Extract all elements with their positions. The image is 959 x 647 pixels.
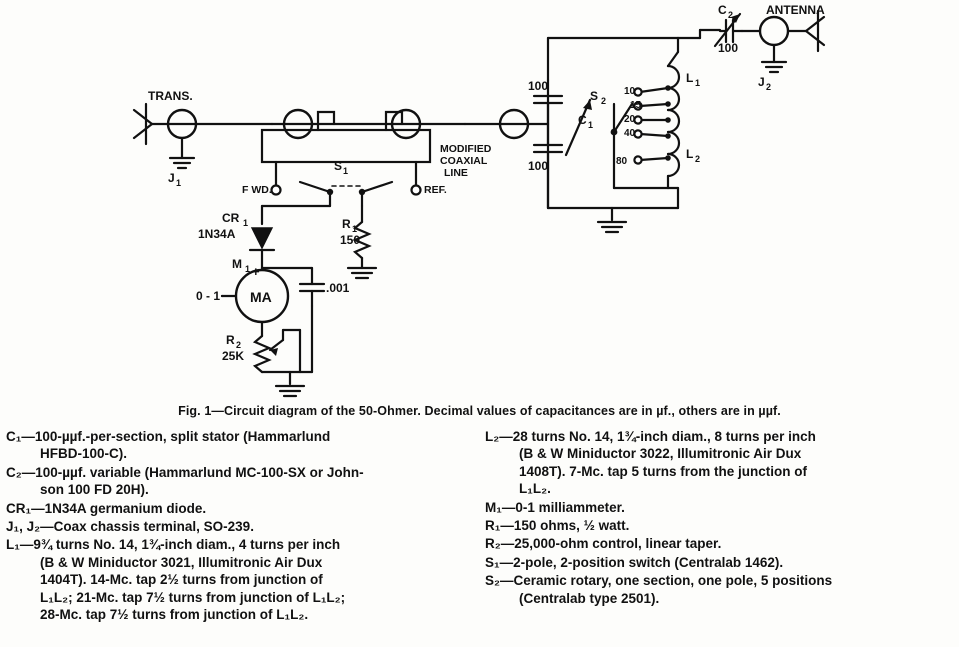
label-ref: REF. <box>424 184 447 196</box>
label-r2: R <box>226 333 235 347</box>
figure-caption <box>0 404 959 418</box>
legend-line: (B & W Miniductor 3021, Illumitronic Air Dux <box>40 554 323 570</box>
legend-line: CR₁—1N34A germanium diode. <box>6 500 207 516</box>
legend-column-right <box>485 428 955 608</box>
label-cr1-sub: 1 <box>243 218 249 228</box>
label-l2: L <box>686 147 694 161</box>
legend-line: 28-Mc. tap 7½ turns from junction of L₁L₂. <box>40 607 309 623</box>
label-cr1: CR <box>222 211 240 225</box>
legend-item <box>485 554 955 571</box>
label-tap-80: 80 <box>616 156 628 167</box>
label-m1: M <box>232 257 242 271</box>
label-meter-face: MA <box>250 289 272 305</box>
label-j1: J <box>168 171 175 185</box>
label-fwd: F WD. <box>242 184 272 196</box>
label-c1-bottom: 100 <box>528 159 549 173</box>
legend-column-left <box>6 428 468 624</box>
legend-line: S₁—2-pole, 2-position switch (Centralab 1462). <box>485 554 784 570</box>
legend-line: L₂—28 turns No. 14, 1¾-inch diam., 8 turns per inch <box>485 429 816 444</box>
legend-line: (B & W Miniductor 3022, Illumitronic Air Dux <box>519 446 802 462</box>
label-j1-sub: 1 <box>176 178 182 188</box>
label-s2-sub: 2 <box>601 96 607 106</box>
label-r2-value: 25K <box>222 349 245 363</box>
label-c2-value: 100 <box>718 41 739 55</box>
label-meter-range: 0 - 1 <box>196 289 221 303</box>
label-bypass-cap: .001 <box>326 281 350 295</box>
label-c1-top: 100 <box>528 79 549 93</box>
legend-item <box>6 428 468 463</box>
label-c1: C <box>578 113 587 127</box>
legend-item <box>485 572 955 607</box>
legend-line: R₁—150 ohms, ½ watt. <box>485 518 630 534</box>
legend-item <box>6 500 468 517</box>
label-r1-sub: 1 <box>352 224 358 234</box>
legend-line: L₁—9¾ turns No. 14, 1¾-inch diam., 4 turns per inch <box>6 537 341 553</box>
legend-line: son 100 FD 20H). <box>40 482 149 498</box>
label-tap-15: 15 <box>630 100 642 111</box>
label-coax-2: COAXIAL <box>440 155 488 167</box>
legend-line: L₁L₂; 21-Mc. tap 7½ turns from junction of L₁L₂; <box>40 589 346 605</box>
legend-line: J₁, J₂—Coax chassis terminal, SO-239. <box>6 519 254 535</box>
label-meter-plus: + <box>252 264 260 279</box>
label-r1: R <box>342 217 351 231</box>
label-tap-10: 10 <box>624 86 636 97</box>
legend-item <box>6 464 468 499</box>
label-j2: J <box>758 75 765 89</box>
label-j2-sub: 2 <box>766 82 772 92</box>
label-tap-40: 40 <box>624 128 636 139</box>
legend-line: L₁L₂. <box>519 481 551 497</box>
legend-item <box>485 517 955 534</box>
legend-line: HFBD-100-C). <box>40 446 128 462</box>
legend-item <box>485 428 955 498</box>
label-s1: S <box>334 159 343 173</box>
legend-item <box>6 518 468 535</box>
label-c2: C <box>718 3 727 17</box>
label-s2: S <box>590 89 599 103</box>
label-s1-sub: 1 <box>343 166 349 176</box>
legend-line: M₁—0-1 milliammeter. <box>485 499 625 515</box>
legend-line: C₁—100-µµf.-per-section, split stator (Hammarlund <box>6 429 331 444</box>
legend-item <box>485 535 955 552</box>
label-antenna: ANTENNA <box>766 3 825 17</box>
label-l1: L <box>686 71 694 85</box>
label-l2-sub: 2 <box>695 154 701 164</box>
figure-caption-prefix: Fig. 1 <box>178 404 212 418</box>
label-tap-20: 20 <box>624 114 636 125</box>
legend-line: (Centralab type 2501). <box>519 590 660 606</box>
label-r1-value: 150 <box>340 233 361 247</box>
label-l1-sub: 1 <box>695 78 701 88</box>
label-c1-sub: 1 <box>588 120 594 130</box>
label-trans: TRANS. <box>148 89 193 103</box>
legend-line: 1408T). 7-Mc. tap 5 turns from the junction of <box>519 463 808 479</box>
legend-line: 1404T). 14-Mc. tap 2½ turns from junction of <box>40 572 323 588</box>
label-r2-sub: 2 <box>236 340 242 350</box>
label-m1-sub: 1 <box>245 264 251 274</box>
label-coax-3: LINE <box>444 167 468 179</box>
label-c2-sub: 2 <box>728 10 734 20</box>
legend-line: R₂—25,000-ohm control, linear taper. <box>485 536 722 552</box>
label-coax-1: MODIFIED <box>440 143 492 155</box>
legend-line: C₂—100-µµf. variable (Hammarlund MC-100-SX or John- <box>6 464 364 480</box>
component-legend <box>0 428 959 647</box>
legend-item <box>485 499 955 516</box>
figure-caption-text: —Circuit diagram of the 50-Ohmer. Decimal values of capacitances are in µf., others are in µµf. <box>211 404 781 418</box>
legend-item <box>6 536 468 623</box>
label-cr1-type: 1N34A <box>198 227 236 241</box>
legend-line: S₂—Ceramic rotary, one section, one pole, 5 positions <box>485 573 833 589</box>
